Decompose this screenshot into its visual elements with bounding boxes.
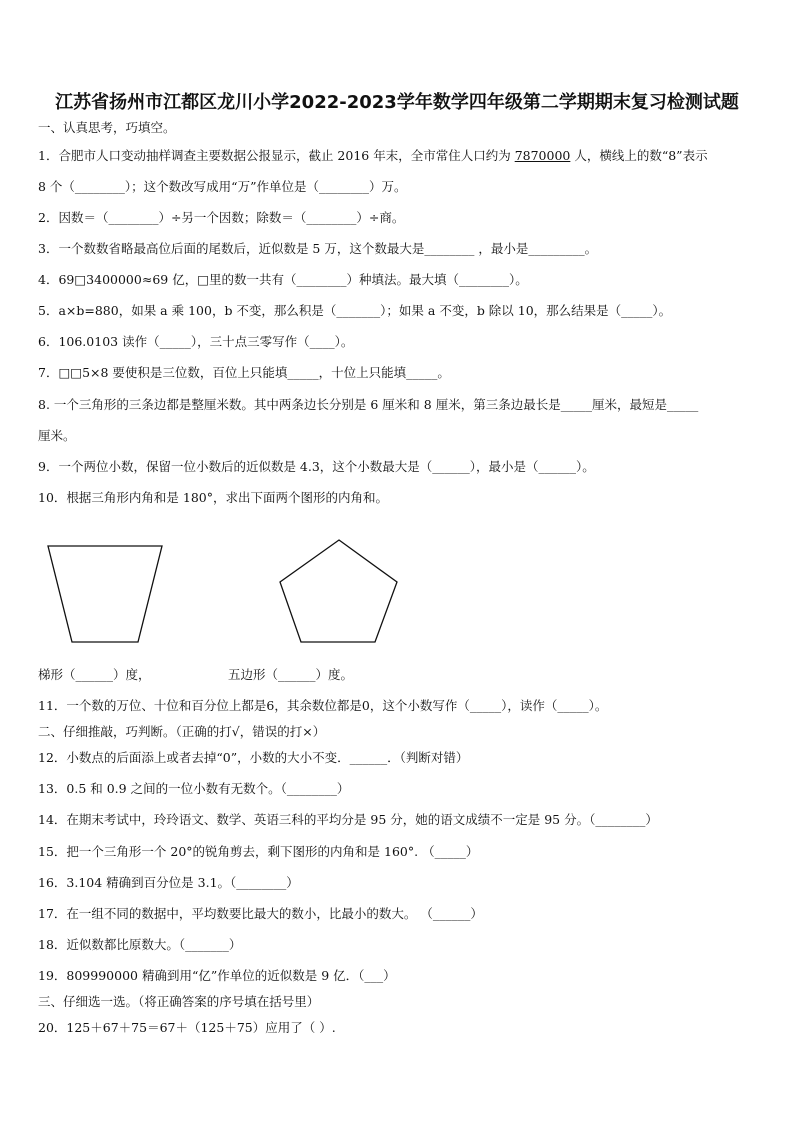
question-2: 2．因数＝（________）÷另一个因数；除数＝（________）÷商。 [38,210,405,225]
question-1-line-2: 8 个（________）；这个数改写成用“万”作单位是（________）万。 [38,179,407,194]
pentagon-figure [275,536,405,648]
question-19: 19．809990000 精确到用“亿”作单位的近似数是 9 亿．（___） [38,968,396,983]
question-10-pentagon-answer: 五边形（______）度。 [228,667,354,682]
trapezoid-figure [40,538,170,648]
question-6: 6．106.0103 读作（_____），三十点三零写作（____）。 [38,334,354,349]
question-1-number: 7870000 [514,148,571,163]
question-18: 18．近似数都比原数大。（_______） [38,937,242,952]
question-5: 5．a×b=880，如果 a 乘 100，b 不变，那么积是（_______）；如果 a 不变，b 除以 10，那么结果是（_____）。 [38,303,672,318]
question-11: 11．一个数的万位、十位和百分位上都是6，其余数位都是0，这个小数写作（_____），读作（_____）。 [38,698,608,713]
question-17: 17．在一组不同的数据中，平均数要比最大的数小，比最小的数大。 （______） [38,906,483,921]
question-14: 14．在期末考试中，玲玲语文、数学、英语三科的平均分是 95 分，她的语文成绩不一定是 95 分。（________） [38,812,658,827]
question-1-line-1 [38,148,708,164]
question-12: 12．小数点的后面添上或者去掉“0”，小数的大小不变．______．（判断对错） [38,750,469,765]
question-7: 7．□□5×8 要使积是三位数，百位上只能填_____，十位上只能填_____。 [38,365,450,380]
question-16: 16．3.104 精确到百分位是 3.1。（________） [38,875,299,890]
question-10: 10．根据三角形内角和是 180°，求出下面两个图形的内角和。 [38,490,388,505]
question-20: 20．125＋67＋75＝67＋（125＋75）应用了（ ）. [38,1020,336,1035]
section-2-heading: 二、仔细推敲，巧判断。（正确的打√，错误的打×） [38,724,326,739]
question-1-text-b: 人，横线上的数“8”表示 [570,148,708,163]
page-title: 江苏省扬州市江都区龙川小学2022-2023学年数学四年级第二学期期末复习检测试题 [55,92,739,113]
question-4: 4．69□3400000≈69 亿，□里的数一共有（________）种填法。最大填（________）。 [38,272,528,287]
question-15: 15．把一个三角形一个 20°的锐角剪去，剩下图形的内角和是 160°. （_____） [38,844,479,859]
question-13: 13．0.5 和 0.9 之间的一位小数有无数个。（________） [38,781,350,796]
question-1-text-a: 1．合肥市人口变动抽样调查主要数据公报显示，截止 2016 年末，全市常住人口约为 [38,148,515,163]
question-8-line-2: 厘米。 [38,428,76,443]
question-10-trapezoid-answer: 梯形（______）度， [38,667,151,682]
section-1-heading: 一、认真思考，巧填空。 [38,120,176,135]
question-9: 9．一个两位小数，保留一位小数后的近似数是 4.3，这个小数最大是（______），最小是（______）。 [38,459,595,474]
question-3: 3．一个数数省略最高位后面的尾数后，近似数是 5 万，这个数最大是________ ，最小是_________。 [38,241,598,256]
section-3-heading: 三、仔细选一选。（将正确答案的序号填在括号里） [38,994,320,1009]
question-8-line-1: 8. 一个三角形的三条边都是整厘米数。其中两条边长分别是 6 厘米和 8 厘米，第三条边最长是_____厘米，最短是_____ [38,397,699,412]
